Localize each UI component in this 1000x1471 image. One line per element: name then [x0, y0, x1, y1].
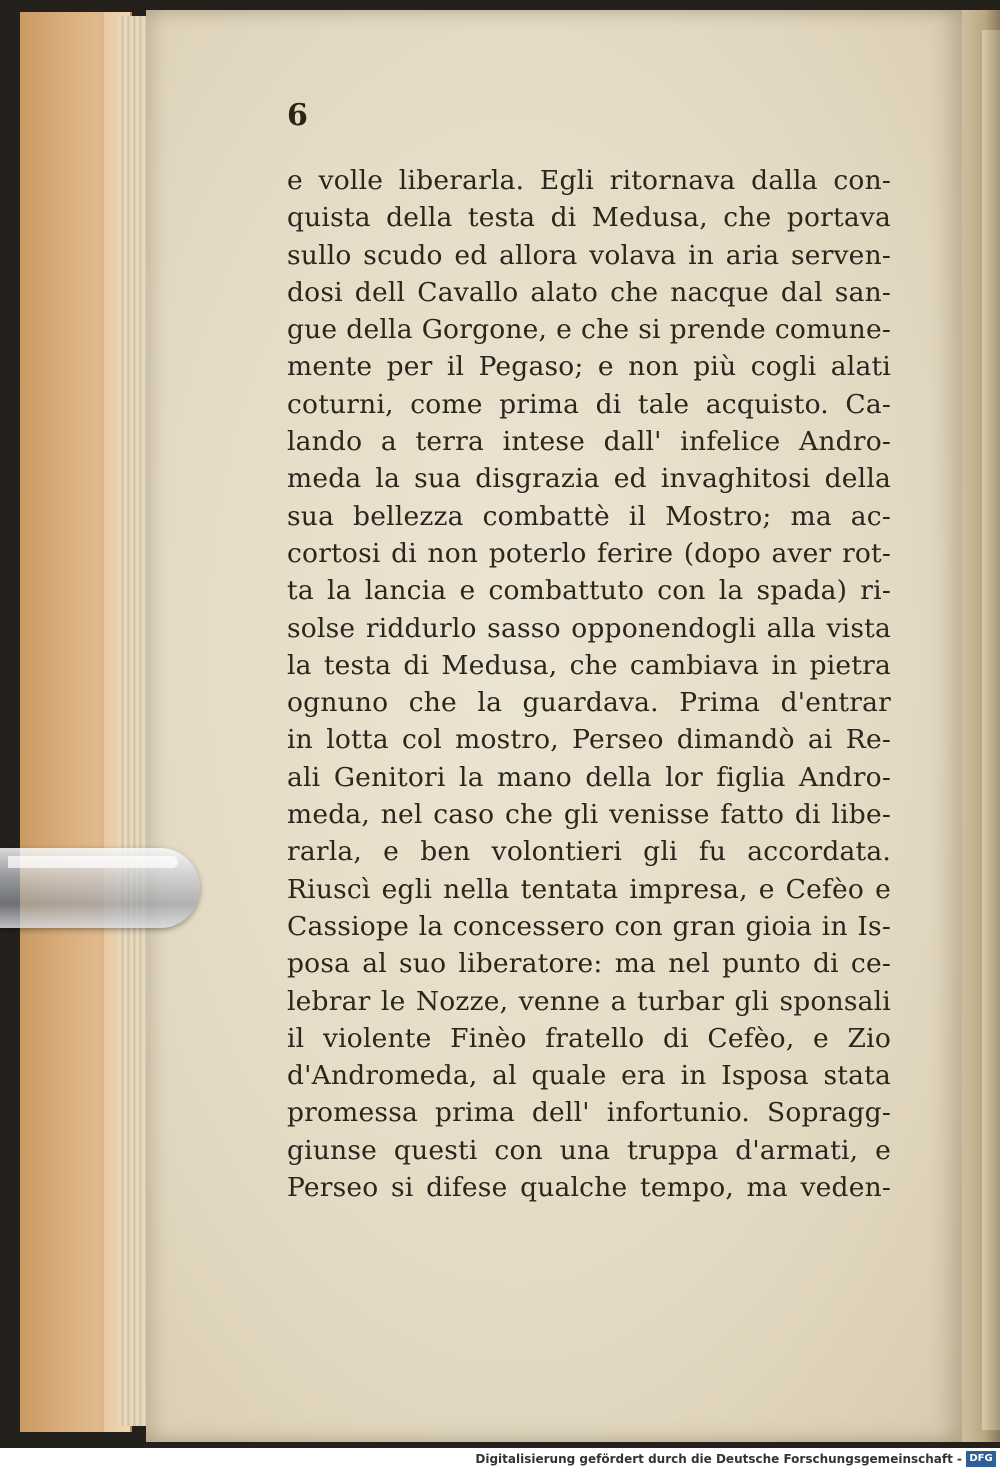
- text-line: meda la sua disgrazia ed invaghitosi della: [287, 463, 891, 495]
- text-line: solse riddurlo sasso opponendogli alla vista: [287, 612, 891, 644]
- text-line: promessa prima dell' infortunio. Sopragg-: [287, 1097, 891, 1129]
- text-line: in lotta col mostro, Perseo dimandò ai Re-: [287, 724, 891, 756]
- text-line: d'Andromeda, al quale era in Isposa stata: [287, 1060, 891, 1092]
- dfg-logo: DFG: [966, 1451, 996, 1467]
- text-line: e volle liberarla. Egli ritornava dalla con-: [287, 165, 891, 196]
- text-line: rarla, e ben volontieri gli fu accordata.: [287, 836, 891, 868]
- text-line: lando a terra intese dall' infelice Andro-: [287, 426, 891, 458]
- text-line: Cassiope la concessero con gran gioia in Is-: [287, 910, 891, 942]
- text-line: posa al suo liberatore: ma nel punto di ce-: [287, 948, 891, 980]
- funding-notice: Digitalisierung gefördert durch die Deutsche Forschungsgemeinschaft -: [475, 1452, 962, 1466]
- text-line: dosi dell Cavallo alato che nacque dal san-: [287, 276, 891, 308]
- glass-page-clip: [0, 838, 205, 934]
- text-line: il violente Finèo fratello di Cefèo, e Zio: [287, 1022, 891, 1054]
- text-line: la testa di Medusa, che cambiava in pietra: [287, 649, 891, 681]
- text-line: Riuscì egli nella tentata impresa, e Cefèo e: [287, 873, 891, 905]
- text-line: meda, nel caso che gli venisse fatto di libe-: [287, 799, 891, 831]
- page-leaves-edge: [118, 16, 148, 1426]
- text-line: sua bellezza combattè il Mostro; ma ac-: [287, 500, 891, 532]
- text-line: Perseo si difese qualche tempo, ma veden-: [287, 1172, 891, 1204]
- page-number: 6: [287, 98, 308, 133]
- text-line: lebrar le Nozze, venne a turbar gli sponsali: [287, 985, 891, 1017]
- text-line: giunse questi con una truppa d'armati, e: [287, 1134, 891, 1166]
- clip-highlight: [8, 856, 178, 868]
- text-line: ta la lancia e combattuto con la spada) ri-: [287, 575, 891, 607]
- text-line: quista della testa di Medusa, che portava: [287, 202, 891, 234]
- footer-bar: [0, 1448, 1000, 1471]
- text-line: cortosi di non poterlo ferire (dopo aver rot-: [287, 537, 891, 569]
- text-line: coturni, come prima di tale acquisto. Ca-: [287, 388, 891, 420]
- text-line: mente per il Pegaso; e non più cogli alati: [287, 351, 891, 383]
- book-cover-board: [20, 12, 132, 1432]
- right-page-edge-inner: [982, 30, 1000, 1430]
- page-text: [287, 162, 891, 1206]
- text-line: ali Genitori la mano della lor figlia Andro-: [287, 761, 891, 793]
- text-line: sullo scudo ed allora volava in aria serven-: [287, 239, 891, 271]
- text-line: ognuno che la guardava. Prima d'entrar: [287, 687, 891, 719]
- text-line: gue della Gorgone, e che si prende comune-: [287, 314, 891, 346]
